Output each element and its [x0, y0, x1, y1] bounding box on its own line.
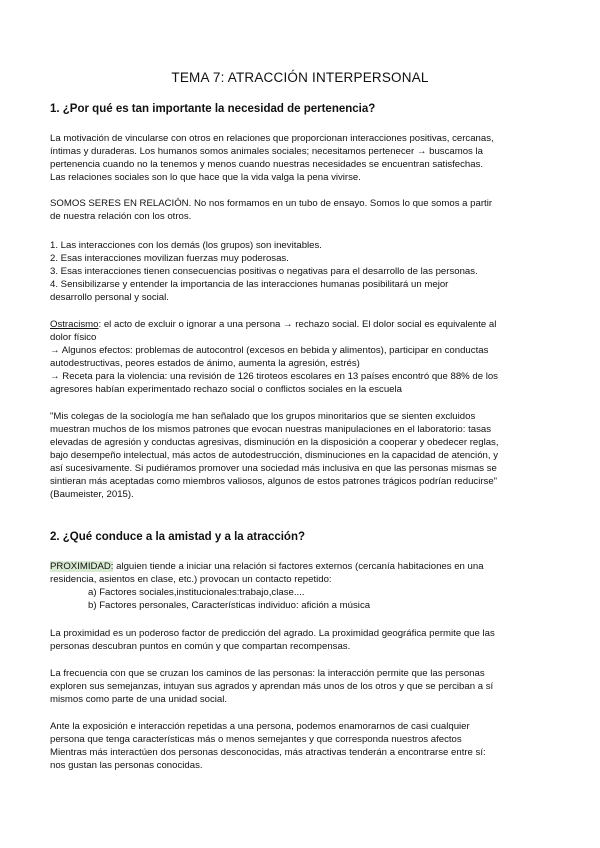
s2-p3-line: Ante la exposición e interacción repetidas a una persona, podemos enamorarnos de casi cualquier: [50, 721, 470, 732]
quote-line: "Mis colegas de la sociología me han señalado que los grupos minoritarios que se sienten excluidos: [50, 411, 476, 422]
s1-list-item: 1. Las interacciones con los demás (los grupos) son inevitables.: [50, 240, 322, 251]
ostracismo-term: Ostracismo: [50, 319, 99, 330]
s1-p1-line: pertenencia cuando no la tenemos y menos cuando nuestras necesidades se encuentran satisfechas.: [50, 159, 484, 170]
proximidad-line: [50, 561, 484, 573]
proximidad-term: PROXIMIDAD:: [50, 561, 114, 572]
s1-p1-line: Las relaciones sociales son lo que hace que la vida valga la pena vivirse.: [50, 172, 361, 183]
ostracismo-line: autodestructivas, peores estados de ánimo, aumenta la agresión, estrés): [50, 358, 360, 369]
s2-p2-line: La frecuencia con que se cruzan los caminos de las personas: la interacción permite que las personas: [50, 668, 485, 679]
proximidad-line: residencia, asientos en clase, etc.) provocan un contacto repetido:: [50, 574, 332, 585]
s2-p1-line: La proximidad es un poderoso factor de predicción del agrado. La proximidad geográfica permite que las: [50, 628, 495, 639]
s1-p2-line: SOMOS SERES EN RELACIÓN. No nos formamos en un tubo de ensayo. Somos lo que somos a partir: [50, 198, 493, 209]
ostracismo-line: dolor físico: [50, 332, 97, 343]
s1-p2-line: de nuestra relación con los otros.: [50, 211, 192, 222]
proximidad-item: a) Factores sociales,institucionales:trabajo,clase....: [88, 587, 305, 598]
s1-list-item: desarrollo personal y social.: [50, 292, 169, 303]
s2-p3-line: Mientras más interactúen dos personas desconocidas, más atractivas tenderán a encontrarse entre sí:: [50, 747, 486, 758]
proximidad-item: b) Factores personales, Características individuo: afición a música: [88, 600, 371, 611]
page-title: TEMA 7: ATRACCIÓN INTERPERSONAL: [171, 70, 429, 85]
quote-line: bajo desempeño intelectual, más actos de autodestrucción, disminuciones en la capacidad de atención, y: [50, 450, 498, 461]
s1-p1-line: íntimas y duraderas. Los humanos somos animales sociales; necesitamos pertenecer → buscamos la: [50, 146, 483, 157]
proximidad-definition: alguien tiende a iniciar una relación si factores externos (cercanía habitaciones en una: [113, 561, 484, 572]
quote-line: muestran muchos de los mismos patrones que evocan nuestras manipulaciones en el laboratorio: tasas: [50, 424, 492, 435]
ostracismo-line: agresores habían experimentado rechazo social o conflictos sociales en la escuela: [50, 384, 402, 395]
quote-line: así sucesivamente. Si pudiéramos promover una sociedad más inclusiva en que las personas mismas se: [50, 463, 497, 474]
ostracismo-line: → Algunos efectos: problemas de autocontrol (excesos en bebida y alimentos), participar en conductas: [50, 345, 489, 356]
section-1-heading: 1. ¿Por qué es tan importante la necesidad de pertenencia?: [50, 103, 376, 115]
s1-list-item: 2. Esas interacciones movilizan fuerzas muy poderosas.: [50, 253, 289, 264]
quote-line: sintieran más aceptadas como miembros valiosos, algunos de estos patrones trágicos podrían reducirse": [50, 476, 498, 487]
s2-p2-line: mismos como parte de una unidad social.: [50, 694, 228, 705]
s1-list-item: 4. Sensibilizarse y entender la importancia de las interacciones humanas posibilitará un mejor: [50, 279, 449, 290]
section-2-heading: 2. ¿Qué conduce a la amistad y a la atracción?: [50, 531, 306, 543]
quote-line: (Baumeister, 2015).: [50, 489, 134, 500]
s1-list-item: 3. Esas interacciones tienen consecuencias positivas o negativas para el desarrollo de las personas.: [50, 266, 478, 277]
ostracismo-definition: : el acto de excluir o ignorar a una persona → rechazo social. El dolor social es equivalente al: [98, 319, 497, 330]
quote-line: elevadas de agresión y conductas agresivas, disminución en la disposición a cooperar y obedecer reglas,: [50, 437, 499, 448]
s2-p3-line: nos gustan las personas conocidas.: [50, 760, 203, 771]
ostracismo-line: → Receta para la violencia: una revisión de 126 tiroteos escolares en 13 países encontró que 88% de los: [50, 371, 498, 382]
s2-p3-line: persona que tenga características más o menos semejantes y que corresponda nuestros afectos: [50, 734, 462, 745]
ostracismo-line: [50, 319, 496, 331]
s2-p2-line: exploren sus semejanzas, intuyan sus agrados y aprendan más unos de los otros y que se perciban a sí: [50, 681, 494, 692]
s1-p1-line: La motivación de vincularse con otros en relaciones que proporcionan interacciones positivas, cercanas,: [50, 133, 494, 144]
s2-p1-line: personas descubran puntos en común y que compartan recompensas.: [50, 641, 351, 652]
